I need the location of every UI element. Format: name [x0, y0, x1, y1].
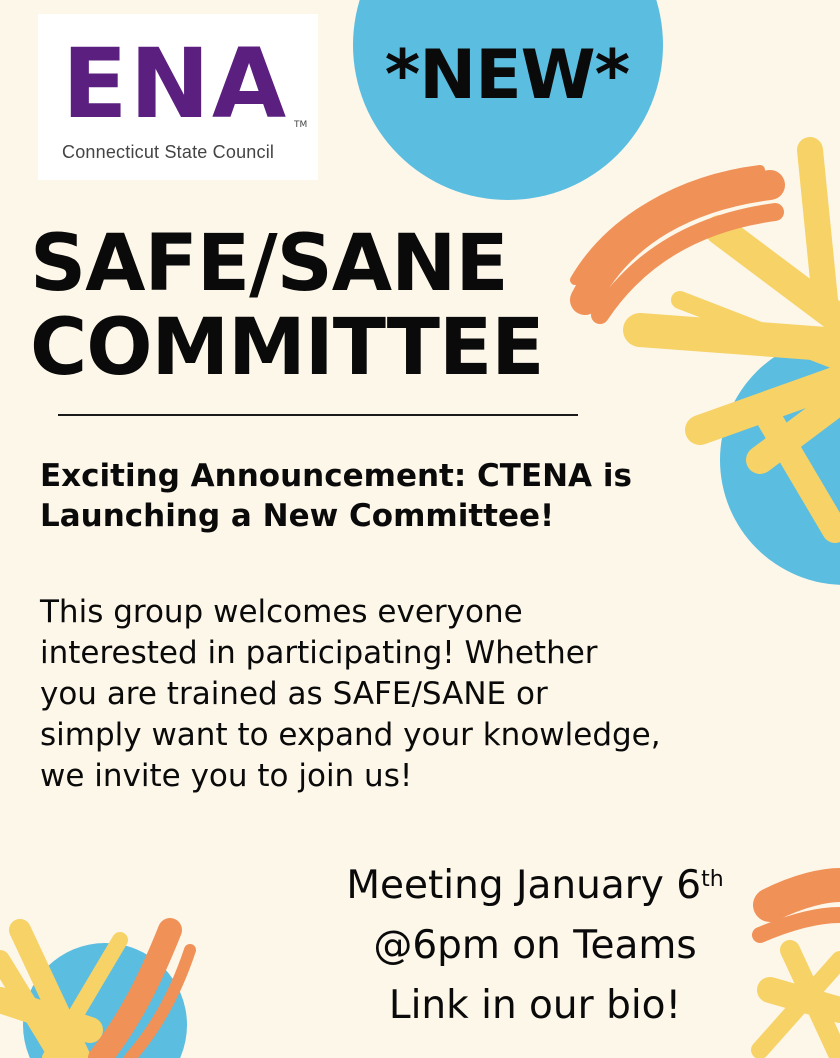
- meeting-time: @6pm on Teams: [373, 923, 697, 968]
- body-line: simply want to expand your knowledge,: [40, 717, 661, 753]
- page-title: [30, 219, 544, 393]
- meeting-date-suffix: th: [701, 867, 724, 892]
- body-line: interested in participating! Whether: [40, 635, 598, 671]
- ena-logo-letters: ENA: [62, 28, 289, 140]
- announcement-headline: [40, 456, 720, 536]
- meeting-date: [290, 856, 780, 916]
- meeting-info: [290, 856, 780, 1036]
- title-line-2: COMMITTEE: [30, 303, 544, 393]
- headline-line-1: Exciting Announcement: CTENA is: [40, 458, 632, 494]
- logo-trademark: TM: [294, 120, 308, 130]
- title-line-1: SAFE/SANE: [30, 219, 508, 309]
- announcement-body: [40, 592, 780, 797]
- body-line: This group welcomes everyone: [40, 594, 523, 630]
- new-badge: *NEW*: [384, 36, 630, 115]
- ena-logo: [38, 14, 318, 180]
- meeting-link-note: Link in our bio!: [388, 983, 682, 1028]
- meeting-date-text: Meeting January 6: [346, 863, 702, 908]
- title-divider: [58, 414, 578, 416]
- body-line: we invite you to join us!: [40, 758, 413, 794]
- body-line: you are trained as SAFE/SANE or: [40, 676, 548, 712]
- headline-line-2: Launching a New Committee!: [40, 498, 555, 534]
- logo-subtitle: Connecticut State Council: [62, 142, 275, 162]
